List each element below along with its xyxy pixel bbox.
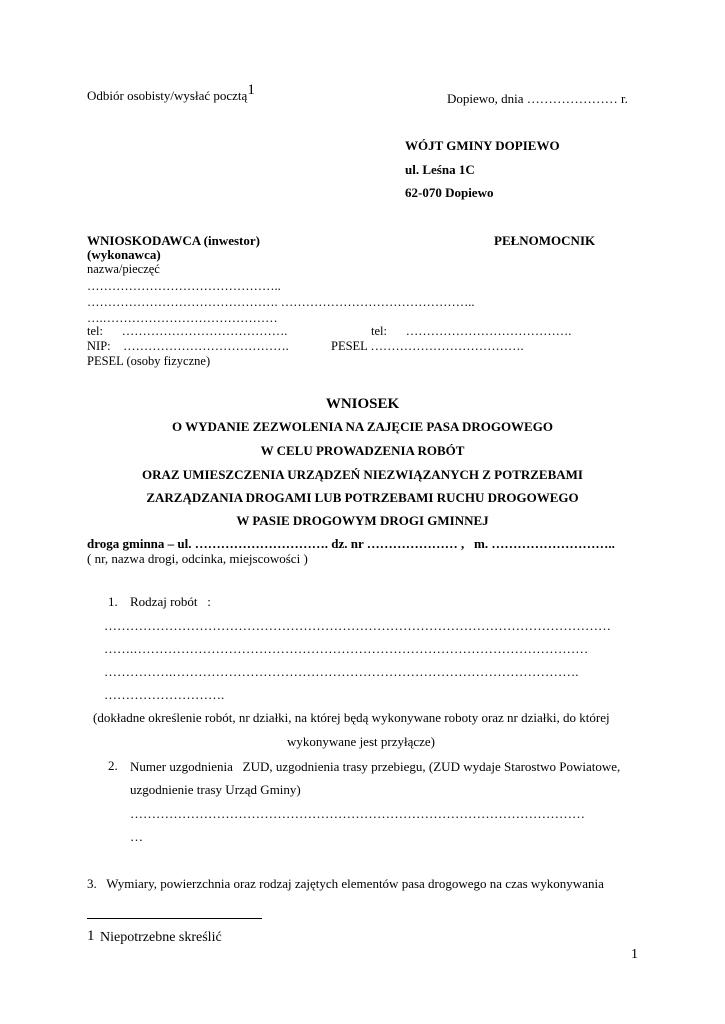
footnote-mark: 1 bbox=[87, 928, 95, 944]
section1-dots-line: …….…………………………………………………………………………………………… bbox=[104, 641, 589, 656]
road-line: droga gminna – ul. …………………………. dz. nr ………………… , m. ……………………….. bbox=[87, 536, 615, 551]
section1-dots-line: ……………………………………………………………………………………………………… bbox=[104, 618, 611, 633]
road-hint: ( nr, nazwa drogi, odcinka, miejscowości ) bbox=[87, 551, 308, 566]
applicant-dots-line: ….…………………………………… bbox=[87, 311, 278, 325]
request-title: WNIOSEK bbox=[325, 396, 400, 412]
footnote-reference: 1 bbox=[247, 82, 255, 98]
applicant-dots-line: ……………………………………….. bbox=[87, 279, 281, 293]
section1-dots-line: …………….…………………………………………………………………………………. bbox=[104, 664, 579, 679]
applicant-dots-line: ………………………………………. ……………………………………….. bbox=[87, 295, 475, 309]
applicant-name-label: nazwa/pieczęć bbox=[87, 262, 160, 276]
section2-number: 2. bbox=[108, 758, 118, 773]
proxy-title: PEŁNOMOCNIK bbox=[494, 233, 596, 248]
request-heading-line: W CELU PROWADZENIA ROBÓT bbox=[260, 443, 465, 458]
applicant-subtitle: (wykonawca) bbox=[87, 247, 161, 262]
applicant-nip: NIP: …………………………………. bbox=[87, 339, 289, 353]
section2-text: Numer uzgodnienia ZUD, uzgodnienia trasy przebiegu, (ZUD wydaje Starostwo Powiatowe, bbox=[130, 759, 621, 774]
section2-dots-line: …………………………………………………………………………………………… bbox=[130, 806, 585, 821]
request-heading-line: ORAZ UMIESZCZENIA URZĄDZEŃ NIEZWIĄZANYCH Z POTRZEBAMI bbox=[142, 467, 583, 482]
recipient-name: WÓJT GMINY DOPIEWO bbox=[405, 138, 560, 153]
section1-label: Rodzaj robót : bbox=[130, 594, 211, 609]
request-heading-line: ZARZĄDZANIA DROGAMI LUB POTRZEBAMI RUCHU DROGOWEGO bbox=[146, 490, 579, 505]
recipient-street: ul. Leśna 1C bbox=[405, 162, 475, 177]
applicant-title: WNIOSKODAWCA (inwestor) bbox=[87, 233, 260, 248]
recipient-city: 62-070 Dopiewo bbox=[405, 185, 494, 200]
footnote-text: Niepotrzebne skreślić bbox=[100, 930, 222, 945]
proxy-tel: tel: …………………………………. bbox=[371, 324, 572, 338]
section1-note: (dokładne określenie robót, nr działki, na której będą wykonywane roboty oraz nr działki, do której bbox=[93, 710, 610, 725]
delivery-method bbox=[87, 82, 255, 105]
section2-text: uzgodnienie trasy Urząd Gminy) bbox=[130, 782, 301, 797]
section2-dots-line: … bbox=[130, 829, 143, 844]
page-number: 1 bbox=[631, 947, 638, 962]
footnote-separator bbox=[87, 918, 262, 919]
section1-dots-line: ………………………. bbox=[104, 687, 225, 702]
request-heading-line: W PASIE DROGOWYM DROGI GMINNEJ bbox=[236, 513, 489, 528]
section1-number: 1. bbox=[108, 594, 118, 609]
delivery-text: Odbiór osobisty/wysłać pocztą bbox=[87, 88, 248, 103]
applicant-pesel: PESEL (osoby fizyczne) bbox=[87, 354, 211, 368]
request-heading-line: O WYDANIE ZEZWOLENIA NA ZAJĘCIE PASA DROGOWEGO bbox=[172, 419, 553, 434]
place-and-date: Dopiewo, dnia ………………… r. bbox=[447, 91, 628, 106]
section3-text: 3. Wymiary, powierzchnia oraz rodzaj zajętych elementów pasa drogowego na czas wykonywania bbox=[87, 876, 604, 891]
applicant-tel: tel: …………………………………. bbox=[87, 324, 288, 338]
section1-note: wykonywane jest przyłącze) bbox=[287, 734, 435, 749]
proxy-pesel: PESEL ………………………………. bbox=[331, 339, 524, 353]
